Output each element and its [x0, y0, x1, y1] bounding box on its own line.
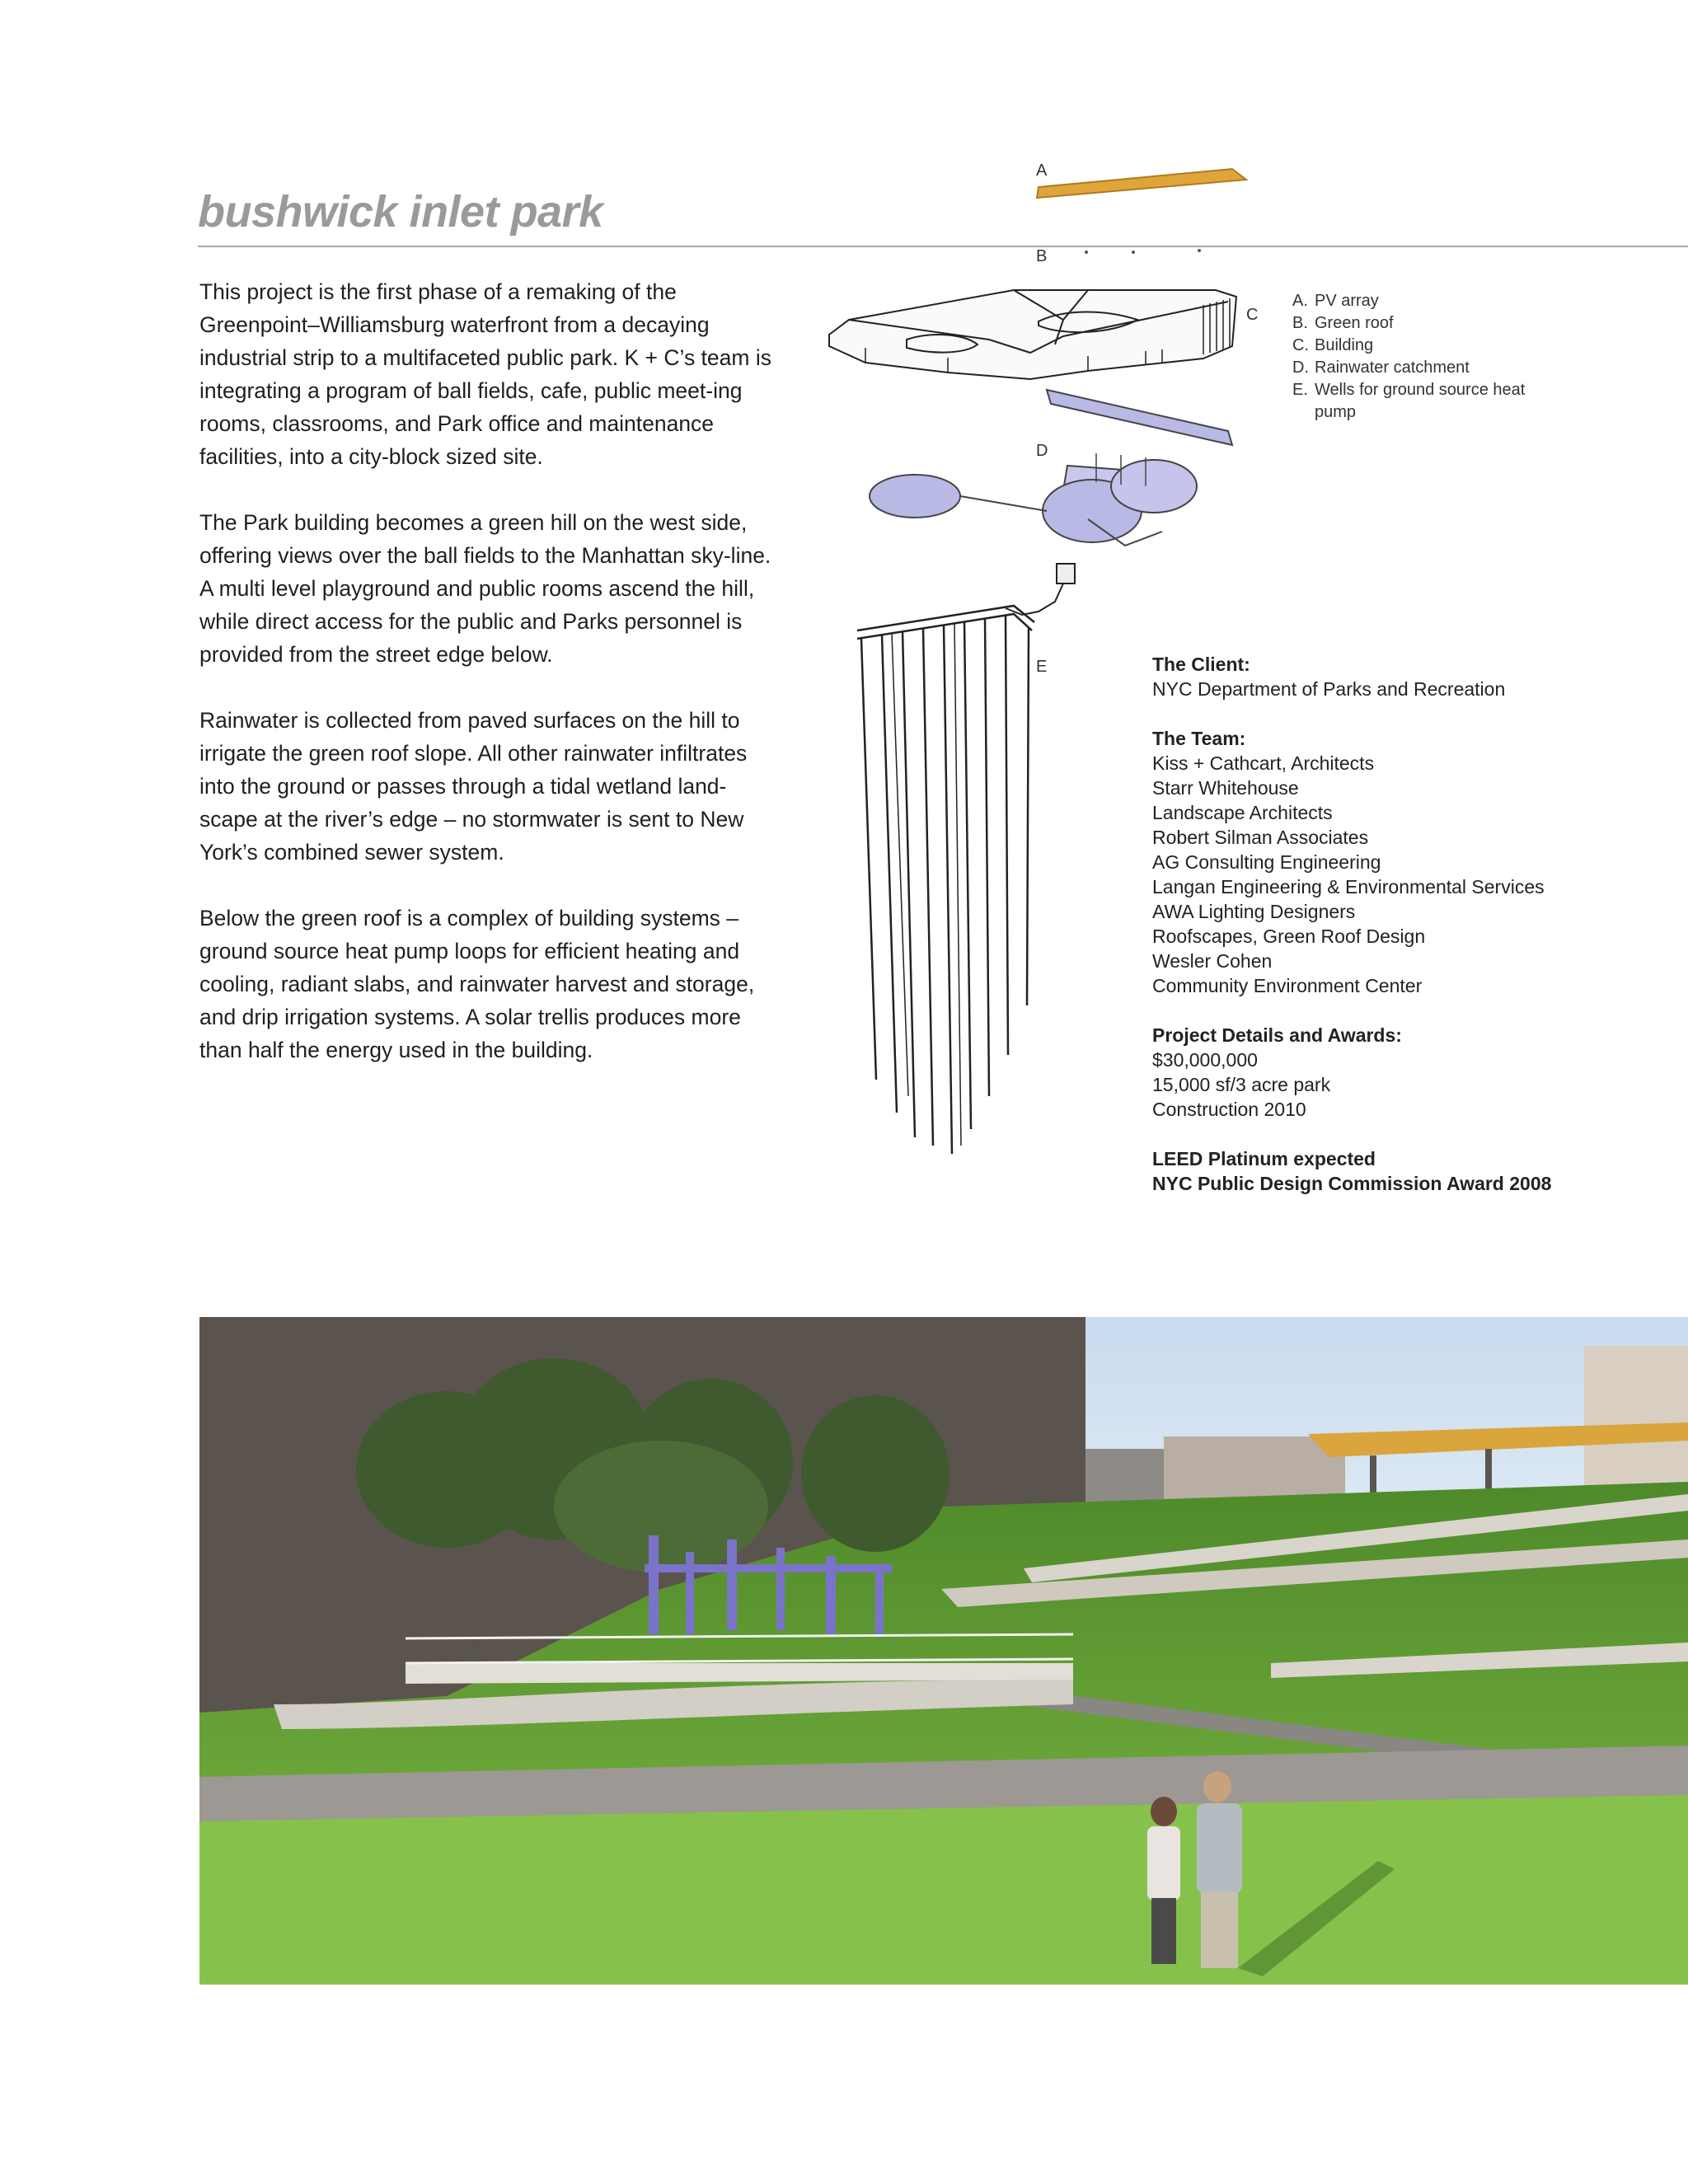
team-member: Community Environment Center: [1152, 975, 1423, 996]
building-shape: [829, 290, 1236, 379]
park-rendering-image: [199, 1317, 1688, 1985]
label-d: D: [1036, 442, 1048, 460]
legend-item: A. PV array: [1292, 292, 1379, 310]
legend-item: D. Rainwater catchment: [1292, 359, 1470, 377]
label-b: B: [1036, 247, 1048, 265]
roof-markers: [1085, 249, 1201, 254]
label-a: A: [1036, 162, 1048, 180]
project-info: [1152, 652, 1663, 1196]
rainwater-catchment-shape: [870, 390, 1232, 546]
client-name: NYC Department of Parks and Recreation: [1152, 678, 1506, 700]
team-member: Langan Engineering & Environmental Services: [1152, 876, 1545, 898]
legend-item: B. Green roof: [1292, 314, 1394, 332]
paragraph: Rainwater is collected from paved surfaces on the hill to irrigate the green roof slope. All other rainwater infiltrates into the ground or passes through a tidal wetland land-scape at the river’s edge – no stormwater is sent to New York’s combined sewer system.: [199, 708, 748, 865]
body-text: [199, 275, 776, 1099]
pv-array-shape: [1037, 169, 1246, 198]
detail-item: Construction 2010: [1152, 1099, 1306, 1120]
team-heading: The Team:: [1152, 728, 1246, 749]
legend-item: E. Wells for ground source heat pump: [1292, 381, 1526, 421]
team-member: Kiss + Cathcart, Architects: [1152, 752, 1375, 774]
label-c: C: [1246, 306, 1259, 324]
paragraph: This project is the first phase of a remaking of the Greenpoint–Williamsburg waterfront from a decaying industrial strip to a multifaceted public park. K + C’s team is integrating a program of ball fields, cafe, public meet-ing rooms, classrooms, and Park office and maintenance facilities, into a city-block sized site.: [199, 279, 771, 469]
team-member: Roofscapes, Green Roof Design: [1152, 926, 1426, 947]
park-rendering: [199, 1317, 1688, 1985]
team-member: Landscape Architects: [1152, 802, 1333, 823]
details-heading: Project Details and Awards:: [1152, 1024, 1402, 1046]
diagram-legend: [1292, 290, 1556, 424]
team-member: AWA Lighting Designers: [1152, 901, 1356, 922]
detail-item: 15,000 sf/3 acre park: [1152, 1074, 1331, 1095]
award-item: NYC Public Design Commission Award 2008: [1152, 1173, 1552, 1194]
team-member: Starr Whitehouse: [1152, 777, 1299, 799]
team-member: AG Consulting Engineering: [1152, 851, 1381, 873]
paragraph: The Park building becomes a green hill on the west side, offering views over the ball fields to the Manhattan sky-line. A multi level playground and public rooms ascend the hill, while direct access for the public and Parks personnel is provided from the street edge below.: [199, 510, 771, 667]
team-member: Wesler Cohen: [1152, 950, 1273, 972]
team-member: Robert Silman Associates: [1152, 827, 1369, 848]
label-e: E: [1036, 658, 1048, 676]
page-title: bushwick inlet park: [198, 187, 603, 237]
award-item: LEED Platinum expected: [1152, 1148, 1376, 1169]
paragraph: Below the green roof is a complex of building systems – ground source heat pump loops for efficient heating and cooling, radiant slabs, and rainwater harvest and storage, and drip irrigation systems. A solar trellis produces more than half the energy used in the building.: [199, 906, 755, 1062]
client-heading: The Client:: [1152, 654, 1250, 675]
wells-shape: [857, 606, 1034, 1154]
legend-item: C. Building: [1292, 336, 1374, 354]
detail-item: $30,000,000: [1152, 1049, 1258, 1071]
